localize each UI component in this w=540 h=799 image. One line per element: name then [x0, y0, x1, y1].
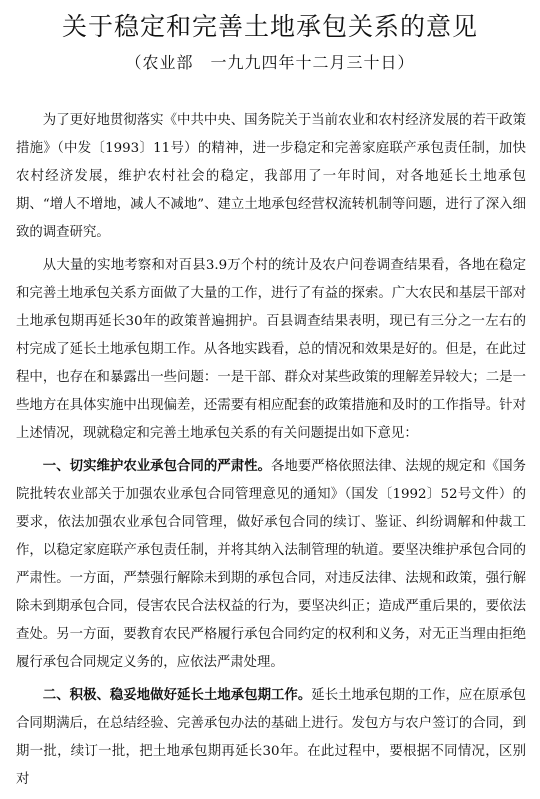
- paragraph: [16, 453, 526, 677]
- paragraph: [16, 107, 526, 247]
- document-body: [16, 107, 526, 799]
- paragraph-text: 从大量的实地考察和对百县3.9万个村的统计及农户问卷调查结果看，各地在稳定和完善土地承包关系方面做了大量的工作，进行了有益的探索。广大农民和基层干部对土地承包期再延长30年的政策普遍拥护。百县调查结果表明，现已有三分之一左右的村完成了延长土地承包期工作。从各地实践看，总的情况和效果是好的。但是，在此过程中，也存在和暴露出一些问题：一是干部、群众对某些政策的理解差异较大；二是一些地方在具体实施中出现偏差，还需要有相应配套的政策措施和及时的工作指导。针对上述情况，现就稳定和完善土地承包关系的有关问题提出如下意见：: [16, 258, 526, 441]
- paragraph: [16, 682, 526, 794]
- paragraph-text: 各地要严格依照法律、法规的规定和《国务院批转农业部关于加强农业承包合同管理意见的通知》（国发〔1992〕52号文件）的要求，依法加强农业承包合同管理，做好承包合同的续订、鉴证、纠纷调解和仲裁工作，以稳定家庭联产承包责任制，并将其纳入法制管理的轨道。要坚决维护承包合同的严肃性。一方面，严禁强行解除未到期的承包合同，对违反法律、法规和政策，强行解除未到期承包合同，侵害农民合法权益的行为，要坚决纠正；造成严重后果的，要依法查处。另一方面，要教育农民严格履行承包合同约定的权利和义务，对无正当理由拒绝履行承包合同规定义务的，应依法严肃处理。: [16, 459, 527, 670]
- section-heading: 二、积极、稳妥地做好延长土地承包期工作。: [42, 688, 312, 703]
- document-subtitle: （农业部 一九九四年十二月三十日）: [125, 53, 415, 72]
- document-title: 关于稳定和完善土地承包关系的意见: [61, 12, 478, 41]
- paragraph: [16, 252, 526, 448]
- section-heading: 一、切实维护农业承包合同的严肃性。: [42, 459, 271, 474]
- paragraph-text: 延长土地承包期的工作，应在原承包合同期满后，在总结经验、完善承包办法的基础上进行。发包方与农户签订的合同，到期一批，续订一批，把土地承包期再延长30年。在此过程中，要根据不同情况，区别对: [16, 688, 527, 787]
- paragraph-text: 为了更好地贯彻落实《中共中央、国务院关于当前农业和农村经济发展的若干政策措施》（中发〔1993〕11号）的精神，进一步稳定和完善家庭联产承包责任制，加快农村经济发展，维护农村社会的稳定，我部用了一年时间，对各地延长土地承包期、“增人不增地，减人不减地”、建立土地承包经营权流转机制等问题，进行了深入细致的调查研究。: [16, 113, 526, 240]
